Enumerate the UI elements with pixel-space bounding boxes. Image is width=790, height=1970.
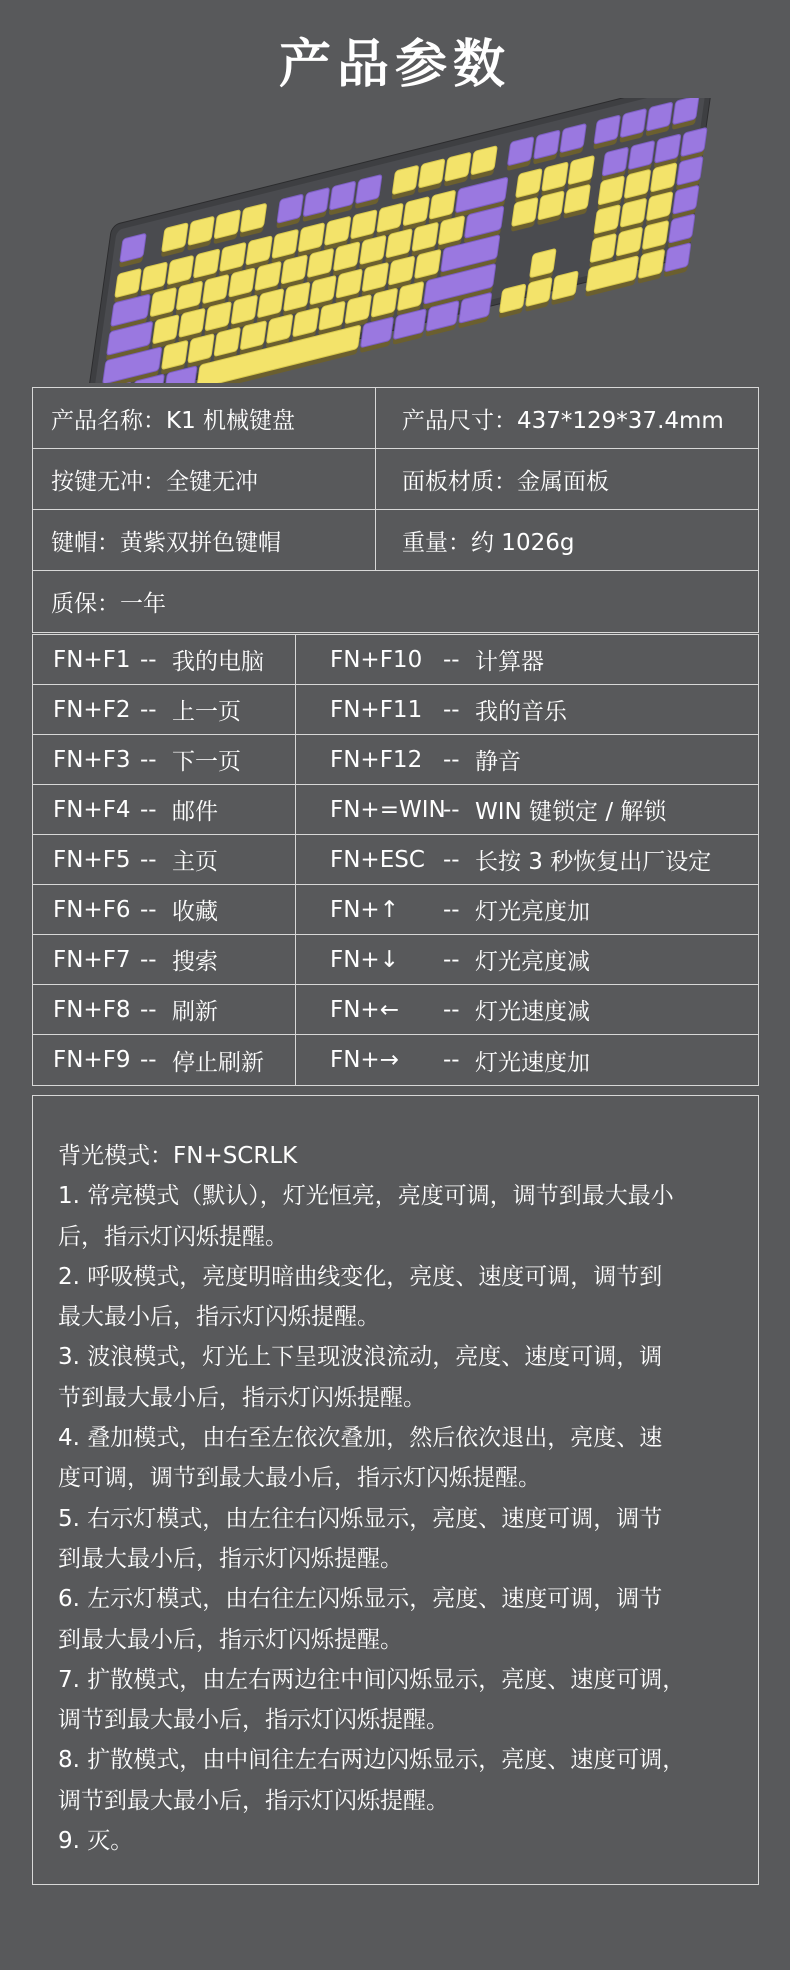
fn-row bbox=[33, 935, 758, 985]
spec-keycaps: 键帽：黄紫双拼色键帽 bbox=[33, 510, 376, 570]
fn-key: FN+← bbox=[330, 996, 399, 1023]
fn-key: FN+F10 bbox=[330, 646, 423, 673]
backlight-mode-line: 9. 灭。 bbox=[58, 1828, 134, 1855]
backlight-mode-line: 4. 叠加模式，由右至左依次叠加，然后依次退出，亮度、速 bbox=[58, 1425, 663, 1452]
backlight-modes-section bbox=[32, 1095, 759, 1885]
page-title: 产品参数 bbox=[278, 35, 511, 95]
fn-function: 计算器 bbox=[475, 649, 544, 675]
fn-key: FN+F4 bbox=[53, 796, 131, 823]
fn-separator: -- bbox=[443, 946, 460, 973]
fn-function: 静音 bbox=[475, 749, 521, 775]
fn-separator: -- bbox=[443, 846, 460, 873]
fn-separator: -- bbox=[443, 696, 460, 723]
fn-function: 我的音乐 bbox=[475, 699, 567, 725]
fn-row bbox=[33, 635, 758, 685]
fn-row bbox=[33, 785, 758, 835]
fn-row bbox=[33, 735, 758, 785]
fn-left-cell bbox=[33, 735, 296, 784]
backlight-mode-line: 3. 波浪模式，灯光上下呈现波浪流动，亮度、速度可调，调 bbox=[58, 1344, 663, 1371]
fn-left-cell bbox=[33, 635, 296, 684]
spec-warranty: 质保：一年 bbox=[51, 591, 166, 617]
spec-row bbox=[33, 388, 758, 449]
fn-function: 灯光亮度加 bbox=[475, 899, 590, 925]
fn-function: 邮件 bbox=[172, 799, 218, 825]
fn-function: WIN 键锁定 / 解锁 bbox=[475, 799, 667, 825]
fn-separator: -- bbox=[140, 696, 157, 723]
spec-panel-material: 面板材质：金属面板 bbox=[402, 468, 609, 495]
fn-function: 我的电脑 bbox=[172, 649, 264, 675]
spec-row bbox=[33, 510, 758, 571]
fn-key: FN+→ bbox=[330, 1047, 399, 1073]
fn-separator: -- bbox=[443, 646, 460, 673]
spec-product-size: 产品尺寸：437*129*37.4mm bbox=[402, 407, 724, 434]
fn-left-cell bbox=[33, 685, 296, 734]
spec-table bbox=[32, 387, 759, 633]
fn-right-cell bbox=[296, 985, 758, 1034]
fn-key: FN+↑ bbox=[330, 896, 399, 923]
fn-separator: -- bbox=[443, 996, 460, 1023]
fn-left-cell bbox=[33, 835, 296, 884]
fn-key: FN+F1 bbox=[53, 646, 131, 673]
fn-left-cell bbox=[33, 1035, 296, 1085]
backlight-mode-line: 后，指示灯闪烁提醒。 bbox=[58, 1223, 288, 1250]
backlight-mode-line: 节到最大最小后，指示灯闪烁提醒。 bbox=[58, 1384, 426, 1411]
fn-separator: -- bbox=[140, 646, 157, 673]
fn-function: 灯光速度减 bbox=[475, 999, 590, 1025]
fn-left-cell bbox=[33, 785, 296, 834]
backlight-mode-line: 1. 常亮模式（默认），灯光恒亮，亮度可调，调节到最大最小 bbox=[58, 1183, 674, 1210]
fn-function: 灯光速度加 bbox=[475, 1049, 590, 1076]
fn-function: 下一页 bbox=[172, 749, 241, 775]
keyboard-image bbox=[70, 98, 730, 383]
spec-row bbox=[33, 449, 758, 510]
fn-separator: -- bbox=[140, 896, 157, 923]
fn-row bbox=[33, 1035, 758, 1085]
backlight-mode-line: 最大最小后，指示灯闪烁提醒。 bbox=[58, 1304, 380, 1331]
backlight-heading: 背光模式：FN+SCRLK bbox=[58, 1143, 298, 1169]
fn-key: FN+F3 bbox=[53, 746, 131, 773]
fn-function: 长按 3 秒恢复出厂设定 bbox=[475, 849, 712, 875]
fn-row bbox=[33, 885, 758, 935]
fn-function: 上一页 bbox=[172, 699, 241, 725]
backlight-mode-line: 5. 右示灯模式，由左往右闪烁显示，亮度、速度可调，调节 bbox=[58, 1505, 663, 1532]
fn-shortcut-table bbox=[32, 634, 759, 1086]
backlight-mode-line: 7. 扩散模式，由左右两边往中间闪烁显示，亮度、速度可调， bbox=[58, 1666, 686, 1693]
fn-left-cell bbox=[33, 885, 296, 934]
spec-product-name: 产品名称：K1 机械键盘 bbox=[33, 388, 376, 448]
fn-key: FN+F5 bbox=[53, 846, 131, 873]
spec-row bbox=[33, 571, 758, 632]
backlight-mode-line: 6. 左示灯模式，由右往左闪烁显示，亮度、速度可调，调节 bbox=[58, 1586, 663, 1613]
fn-row bbox=[33, 685, 758, 735]
fn-key: FN+F7 bbox=[53, 946, 131, 973]
fn-function: 收藏 bbox=[172, 899, 218, 925]
fn-separator: -- bbox=[140, 1047, 157, 1073]
fn-right-cell bbox=[296, 835, 758, 884]
fn-key: FN+ESC bbox=[330, 846, 425, 873]
fn-separator: -- bbox=[443, 796, 460, 823]
fn-left-cell bbox=[33, 985, 296, 1034]
fn-key: FN+F8 bbox=[53, 996, 131, 1023]
fn-separator: -- bbox=[140, 796, 157, 823]
fn-separator: -- bbox=[140, 946, 157, 973]
fn-separator: -- bbox=[443, 746, 460, 773]
fn-key: FN+↓ bbox=[330, 946, 399, 973]
fn-separator: -- bbox=[443, 1047, 460, 1073]
fn-function: 搜索 bbox=[172, 949, 218, 975]
spec-anti-ghosting: 按键无冲：全键无冲 bbox=[33, 449, 376, 509]
fn-function: 停止刷新 bbox=[172, 1049, 264, 1076]
fn-function: 主页 bbox=[172, 849, 218, 875]
fn-row bbox=[33, 985, 758, 1035]
fn-key: FN+=WIN bbox=[330, 796, 446, 823]
fn-key: FN+F9 bbox=[53, 1047, 131, 1073]
fn-function: 刷新 bbox=[172, 999, 218, 1025]
backlight-mode-line: 调节到最大最小后，指示灯闪烁提醒。 bbox=[58, 1707, 449, 1734]
fn-key: FN+F6 bbox=[53, 896, 131, 923]
fn-separator: -- bbox=[140, 996, 157, 1023]
fn-separator: -- bbox=[140, 846, 157, 873]
fn-key: FN+F12 bbox=[330, 746, 423, 773]
fn-right-cell bbox=[296, 785, 758, 834]
fn-right-cell bbox=[296, 1035, 758, 1085]
fn-right-cell bbox=[296, 935, 758, 984]
spec-weight: 重量：约 1026g bbox=[402, 529, 575, 556]
fn-key: FN+F2 bbox=[53, 696, 131, 723]
fn-separator: -- bbox=[140, 746, 157, 773]
fn-separator: -- bbox=[443, 896, 460, 923]
fn-row bbox=[33, 835, 758, 885]
fn-key: FN+F11 bbox=[330, 696, 423, 723]
fn-right-cell bbox=[296, 685, 758, 734]
fn-right-cell bbox=[296, 735, 758, 784]
fn-function: 灯光亮度减 bbox=[475, 949, 590, 975]
backlight-mode-line: 8. 扩散模式，由中间往左右两边闪烁显示，亮度、速度可调， bbox=[58, 1747, 686, 1774]
backlight-mode-line: 度可调，调节到最大最小后，指示灯闪烁提醒。 bbox=[58, 1465, 541, 1492]
backlight-mode-line: 到最大最小后，指示灯闪烁提醒。 bbox=[58, 1545, 403, 1572]
fn-right-cell bbox=[296, 635, 758, 684]
fn-left-cell bbox=[33, 935, 296, 984]
fn-right-cell bbox=[296, 885, 758, 934]
backlight-mode-line: 到最大最小后，指示灯闪烁提醒。 bbox=[58, 1626, 403, 1653]
backlight-mode-line: 调节到最大最小后，指示灯闪烁提醒。 bbox=[58, 1787, 449, 1814]
backlight-mode-line: 2. 呼吸模式，亮度明暗曲线变化，亮度、速度可调，调节到 bbox=[58, 1263, 663, 1290]
